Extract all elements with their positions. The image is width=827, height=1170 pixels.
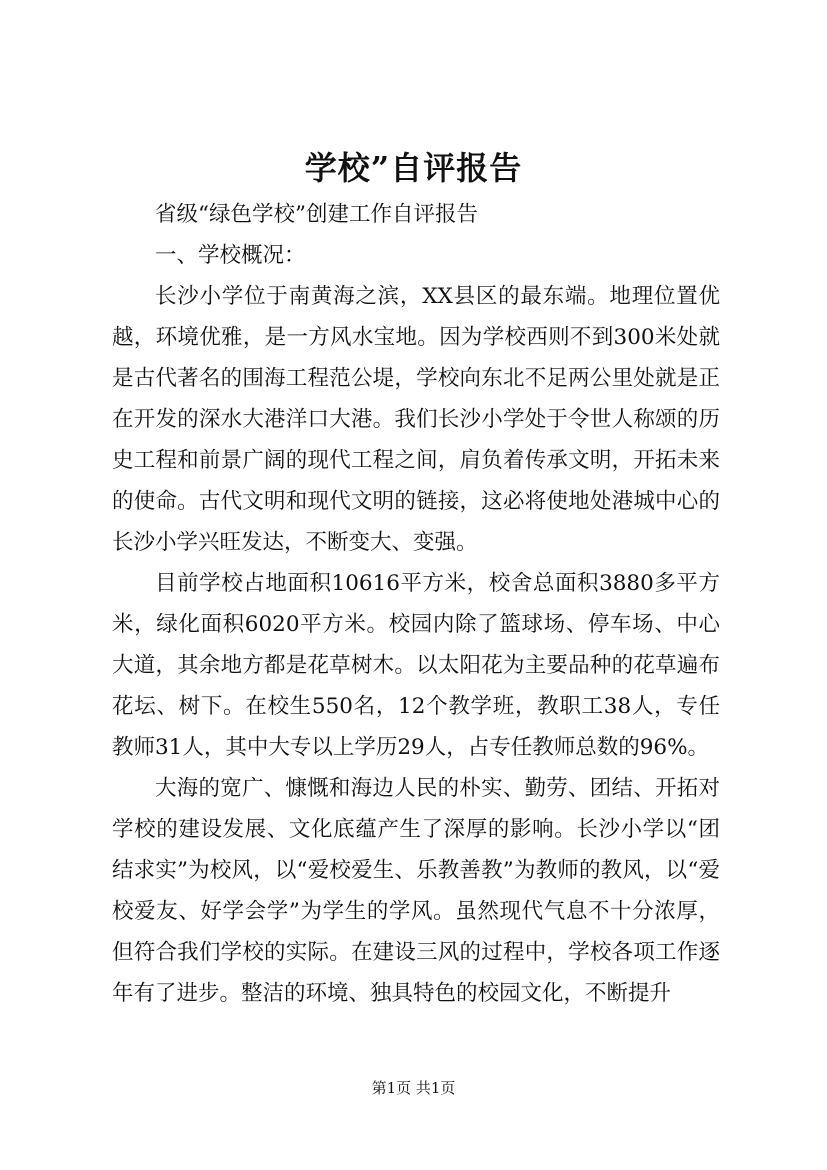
document-title: 学校”自评报告: [304, 149, 523, 187]
body-paragraph: 目前学校占地面积10616平方米，校舍总面积3880多平方米，绿化面积6020平方米。校园内除了篮球场、停车场、中心大道，其余地方都是花草树木。以太阳花为主要品种的花草遍布花坛、树下。在校生550名，12个教学班，教职工38人，专任教师31人，其中大专以上学历29人，占专任教师总数的96%。: [112, 571, 720, 760]
document-body: [112, 194, 720, 1014]
section-heading: 一、学校概况：: [155, 243, 306, 268]
subtitle-paragraph: 省级“绿色学校”创建工作自评报告: [155, 202, 478, 227]
body-paragraph: 大海的宽广、慷慨和海边人民的朴实、勤劳、团结、开拓对学校的建设发展、文化底蕴产生了深厚的影响。长沙小学以“团结求实”为校风，以“爱校爱生、乐教善教”为教师的教风，以“爱校爱友、好学会学”为学生的学风。虽然现代气息不十分浓厚，但符合我们学校的实际。在建设三风的过程中，学校各项工作逐年有了进步。整洁的环境、独具特色的校园文化，不断提升: [112, 776, 720, 1006]
page-footer: 第1页 共1页: [371, 1079, 456, 1097]
body-paragraph: 长沙小学位于南黄海之滨，XX县区的最东端。地理位置优越，环境优雅，是一方风水宝地。因为学校西则不到300米处就是古代著名的围海工程范公堤，学校向东北不足两公里处就是正在开发的深水大港洋口大港。我们长沙小学处于令世人称颂的历史工程和前景广阔的现代工程之间，肩负着传承文明，开拓未来的使命。古代文明和现代文明的链接，这必将使地处港城中心的长沙小学兴旺发达，不断变大、变强。: [112, 284, 720, 555]
